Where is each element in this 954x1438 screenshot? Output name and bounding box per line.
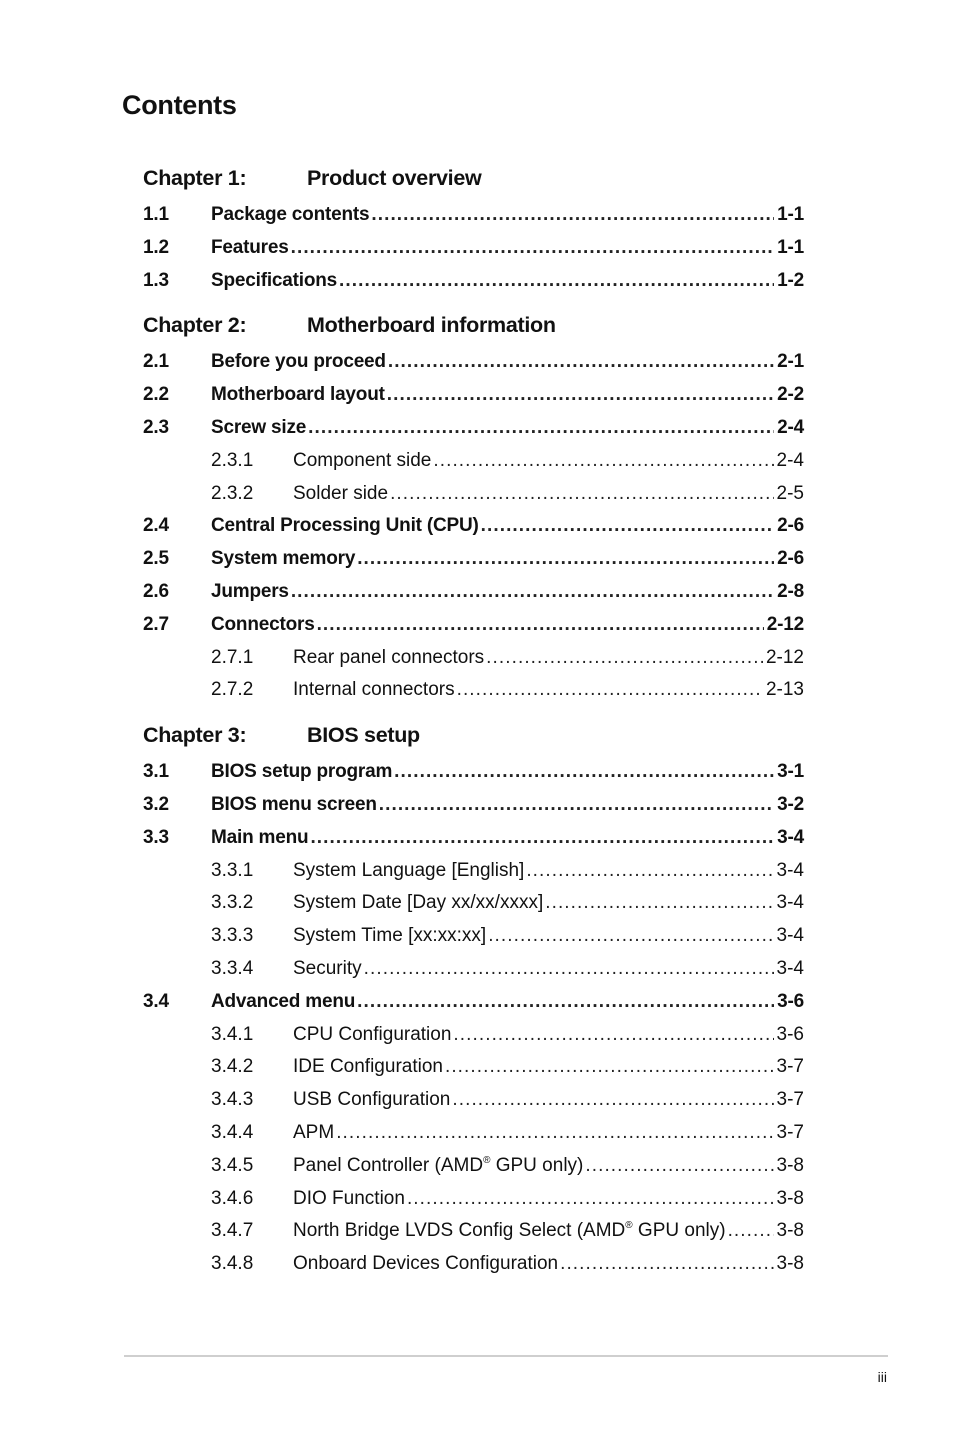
dot-leader	[481, 510, 774, 543]
entry-title-text: System memory	[211, 548, 356, 570]
entry-title	[211, 232, 289, 265]
entry-page-number: 3-7	[776, 1056, 804, 1078]
toc-subsection-entry[interactable]	[143, 642, 804, 675]
dot-leader	[452, 1084, 773, 1117]
dot-leader	[387, 379, 774, 412]
page-number: iii	[877, 1369, 887, 1385]
dot-leader	[371, 199, 774, 232]
dot-leader	[310, 822, 774, 855]
toc-subsection-entry[interactable]	[143, 1117, 804, 1150]
table-of-contents	[143, 166, 804, 1281]
entry-number: 2.7.2	[211, 679, 254, 701]
entry-title-text: Main menu	[211, 826, 309, 848]
toc-subsection-entry[interactable]	[143, 1051, 804, 1084]
entry-title	[211, 510, 479, 543]
dot-leader	[526, 855, 773, 888]
entry-page-number: 2-6	[777, 515, 804, 537]
entry-title-text: Internal connectors	[293, 679, 455, 701]
entry-title	[211, 609, 315, 642]
entry-title	[293, 1051, 443, 1084]
entry-number: 3.4.8	[211, 1253, 254, 1275]
toc-subsection-entry[interactable]	[143, 1183, 804, 1216]
entry-number: 3.4.4	[211, 1121, 254, 1143]
entry-title	[293, 1150, 583, 1183]
chapter-title: Product overview	[307, 166, 482, 190]
entry-page-number: 2-5	[776, 482, 804, 504]
toc-subsection-entry[interactable]	[143, 478, 804, 511]
entry-number: 3.3.4	[211, 957, 254, 979]
entry-title	[211, 822, 308, 855]
entry-number: 3.4.1	[211, 1023, 254, 1045]
dot-leader	[317, 609, 764, 642]
entry-number: 3.3.1	[211, 859, 254, 881]
entry-title-text: BIOS menu screen	[211, 793, 377, 815]
dot-leader	[585, 1150, 773, 1183]
dot-leader	[357, 986, 774, 1019]
entry-number: 2.3	[143, 416, 169, 438]
entry-title-text: BIOS setup program	[211, 761, 393, 783]
entry-title-text: Package contents	[211, 204, 370, 225]
entry-page-number: 3-4	[776, 859, 804, 881]
entry-title-text: Motherboard layout	[211, 384, 385, 406]
dot-leader	[308, 412, 774, 445]
dot-leader	[390, 478, 773, 511]
entry-title-text: Connectors	[211, 613, 315, 635]
entry-page-number: 3-2	[777, 793, 804, 815]
entry-number: 1.3	[143, 269, 169, 291]
entry-title	[293, 445, 431, 478]
entry-title-text: Component side	[293, 449, 432, 471]
entry-number: 2.6	[143, 580, 169, 602]
entry-title-text: APM	[293, 1121, 335, 1143]
dot-leader	[379, 789, 774, 822]
entry-number: 3.4.7	[211, 1220, 254, 1242]
entry-page-number: 2-1	[777, 351, 804, 373]
entry-page-number: 3-4	[776, 892, 804, 914]
toc-subsection-entry[interactable]	[143, 1248, 804, 1281]
chapter-label: Chapter 1:	[143, 166, 247, 190]
entry-number: 2.7	[143, 613, 169, 635]
toc-subsection-entry[interactable]	[143, 1215, 804, 1248]
entry-title-text: Before you proceed	[211, 351, 386, 373]
entry-title	[293, 1215, 726, 1248]
entry-title-text: DIO Function	[293, 1187, 405, 1209]
dot-leader	[357, 543, 774, 576]
entry-title-text: Specifications	[211, 269, 338, 291]
toc-section-entry[interactable]	[143, 412, 804, 445]
toc-section-entry[interactable]	[143, 543, 804, 576]
toc-subsection-entry[interactable]	[143, 1150, 804, 1183]
entry-title-text: Central Processing Unit (CPU)	[211, 515, 479, 537]
dot-leader	[728, 1215, 774, 1248]
entry-number: 3.3	[143, 826, 169, 848]
entry-title	[211, 379, 385, 412]
entry-page-number: 3-8	[776, 1154, 804, 1176]
page-title: Contents	[122, 90, 237, 120]
entry-number: 3.1	[143, 761, 169, 783]
entry-page-number: 3-7	[776, 1121, 804, 1143]
dot-leader	[445, 1051, 774, 1084]
entry-number: 3.4.3	[211, 1089, 254, 1111]
entry-title	[293, 855, 524, 888]
entry-number: 1.2	[143, 236, 169, 258]
entry-title-text: Jumpers	[211, 580, 289, 602]
entry-title-text: System Date [Day xx/xx/xxxx]	[293, 892, 544, 914]
dot-leader	[364, 953, 774, 986]
entry-title-text: Panel Controller (AMD	[293, 1154, 484, 1176]
toc-section-entry[interactable]	[143, 576, 804, 609]
entry-page-number: 3-6	[777, 990, 804, 1012]
dot-leader	[545, 887, 773, 920]
entry-page-number: 3-6	[776, 1023, 804, 1045]
dot-leader	[291, 576, 774, 609]
toc-subsection-entry[interactable]	[143, 1019, 804, 1052]
toc-section-entry[interactable]	[143, 986, 804, 1019]
entry-title	[293, 1183, 405, 1216]
entry-page-number: 3-1	[777, 761, 804, 783]
entry-page-number: 3-8	[776, 1220, 804, 1242]
entry-title-text-cont: GPU only)	[632, 1220, 726, 1242]
dot-leader	[291, 232, 775, 265]
toc-section-entry[interactable]	[143, 609, 804, 642]
entry-page-number: 2-6	[777, 548, 804, 570]
entry-number: 2.7.1	[211, 646, 254, 668]
entry-page-number: 1-1	[777, 236, 804, 258]
entry-title	[293, 1248, 558, 1281]
entry-title	[211, 199, 369, 232]
entry-title	[211, 756, 392, 789]
chapter-label: Chapter 2:	[143, 313, 247, 338]
entry-title	[293, 1019, 451, 1052]
entry-title	[211, 265, 337, 298]
entry-number: 2.4	[143, 515, 169, 537]
entry-number: 3.3.2	[211, 892, 254, 914]
entry-title-text-cont: GPU only)	[490, 1154, 584, 1176]
toc-subsection-entry[interactable]	[143, 887, 804, 920]
dot-leader	[339, 265, 774, 298]
entry-title	[293, 887, 543, 920]
entry-number: 3.4.2	[211, 1056, 254, 1078]
entry-page-number: 2-4	[777, 416, 804, 438]
entry-number: 3.4.6	[211, 1187, 254, 1209]
entry-page-number: 1-1	[777, 204, 804, 225]
entry-page-number: 2-2	[777, 384, 804, 406]
entry-title	[211, 412, 306, 445]
entry-title-text: Screw size	[211, 416, 307, 438]
chapter-heading	[143, 723, 804, 756]
chapter-heading	[143, 166, 804, 199]
entry-number: 2.3.2	[211, 482, 254, 504]
entry-title-text: Security	[293, 957, 362, 979]
toc-subsection-entry[interactable]	[143, 920, 804, 953]
entry-number: 2.1	[143, 351, 169, 373]
entry-title	[293, 642, 484, 675]
entry-title-text: IDE Configuration	[293, 1056, 443, 1078]
entry-page-number: 2-13	[765, 679, 804, 701]
entry-title-text: Solder side	[293, 482, 389, 504]
entry-page-number: 2-12	[766, 613, 804, 635]
toc-section-entry[interactable]	[143, 756, 804, 789]
entry-page-number: 2-8	[777, 580, 804, 602]
toc-section-entry[interactable]	[143, 346, 804, 379]
toc-section-entry[interactable]	[143, 265, 804, 298]
entry-page-number: 2-12	[765, 646, 804, 668]
entry-page-number: 3-4	[776, 925, 804, 947]
entry-title-text: System Time [xx:xx:xx]	[293, 925, 487, 947]
entry-number: 3.2	[143, 793, 169, 815]
entry-title	[293, 478, 388, 511]
entry-title	[211, 789, 377, 822]
entry-page-number: 3-8	[776, 1187, 804, 1209]
chapter-title: Motherboard information	[307, 313, 556, 338]
entry-number: 3.4.5	[211, 1154, 254, 1176]
entry-title	[293, 1117, 334, 1150]
toc-subsection-entry[interactable]	[143, 445, 804, 478]
registered-mark: ®	[625, 1220, 633, 1232]
toc-section-entry[interactable]	[143, 822, 804, 855]
entry-title	[211, 576, 289, 609]
dot-leader	[560, 1248, 773, 1281]
entry-title	[211, 346, 386, 379]
chapter-heading	[143, 313, 804, 346]
entry-title-text: Onboard Devices Configuration	[293, 1253, 559, 1275]
entry-title-text: Rear panel connectors	[293, 646, 485, 668]
entry-title-text: North Bridge LVDS Config Select (AMD	[293, 1220, 626, 1242]
dot-leader	[388, 346, 774, 379]
toc-section-entry[interactable]	[143, 379, 804, 412]
entry-title-text: Advanced menu	[211, 990, 356, 1012]
entry-page-number: 3-4	[777, 826, 804, 848]
footer-divider	[124, 1355, 888, 1357]
dot-leader	[488, 920, 773, 953]
entry-number: 2.2	[143, 384, 169, 406]
dot-leader	[407, 1183, 774, 1216]
chapter-title: BIOS setup	[307, 723, 420, 748]
toc-subsection-entry[interactable]	[143, 674, 804, 707]
dot-leader	[336, 1117, 773, 1150]
entry-number: 3.3.3	[211, 925, 254, 947]
entry-title	[211, 986, 355, 1019]
registered-mark: ®	[483, 1154, 491, 1166]
entry-number: 3.4	[143, 990, 169, 1012]
entry-page-number: 3-8	[776, 1253, 804, 1275]
entry-title	[293, 674, 455, 707]
entry-number: 1.1	[143, 204, 169, 225]
toc-subsection-entry[interactable]	[143, 855, 804, 888]
toc-section-entry[interactable]	[143, 199, 804, 232]
entry-title	[293, 1084, 450, 1117]
toc-section-entry[interactable]	[143, 510, 804, 543]
entry-title-text: CPU Configuration	[293, 1023, 452, 1045]
entry-page-number: 3-7	[776, 1089, 804, 1111]
entry-number: 2.5	[143, 548, 169, 570]
toc-subsection-entry[interactable]	[143, 1084, 804, 1117]
entry-title-text: USB Configuration	[293, 1089, 451, 1111]
dot-leader	[457, 674, 763, 707]
entry-title	[293, 920, 486, 953]
entry-page-number: 2-4	[776, 449, 804, 471]
dot-leader	[453, 1019, 773, 1052]
toc-section-entry[interactable]	[143, 232, 804, 265]
dot-leader	[486, 642, 763, 675]
entry-title	[211, 543, 355, 576]
entry-title-text: System Language [English]	[293, 859, 525, 881]
entry-title	[293, 953, 362, 986]
entry-title-text: Features	[211, 236, 289, 258]
dot-leader	[433, 445, 773, 478]
chapter-label: Chapter 3:	[143, 723, 247, 748]
toc-section-entry[interactable]	[143, 789, 804, 822]
entry-number: 2.3.1	[211, 449, 254, 471]
entry-page-number: 1-2	[777, 269, 804, 291]
dot-leader	[394, 756, 774, 789]
toc-subsection-entry[interactable]	[143, 953, 804, 986]
entry-page-number: 3-4	[776, 957, 804, 979]
